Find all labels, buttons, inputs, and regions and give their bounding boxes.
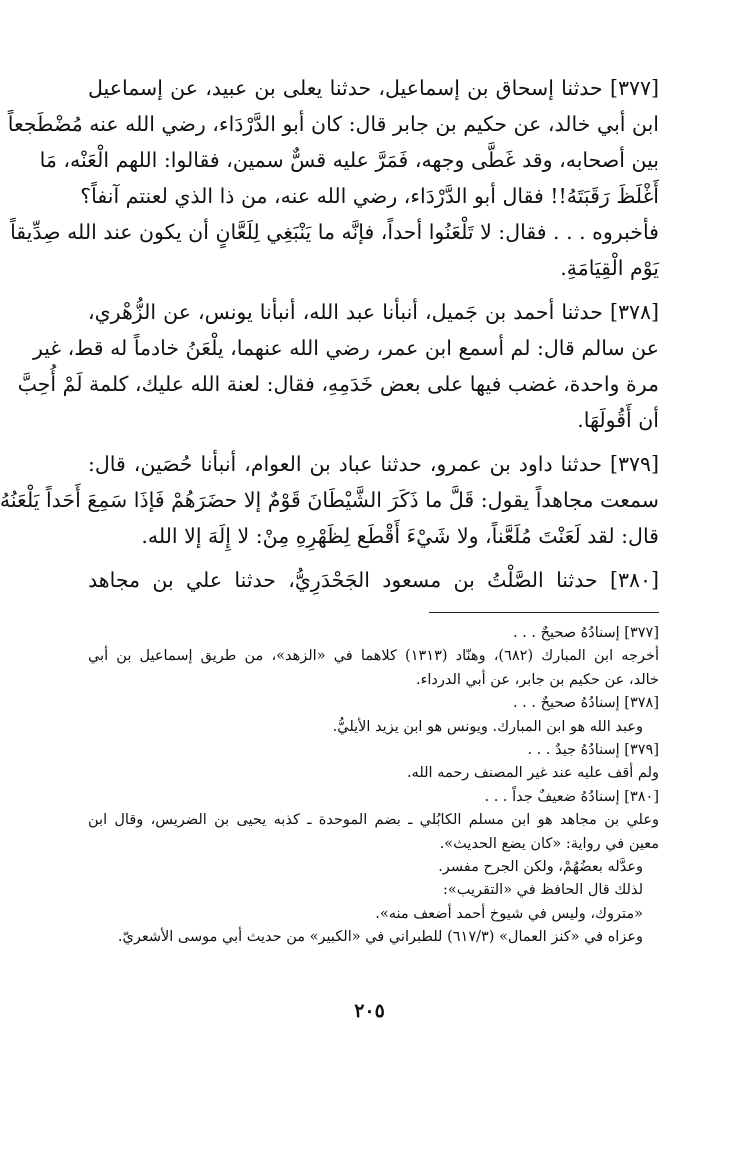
text-line: [٣٨٠] حدثنا الصَّلْتُ بن مسعود الجَحْدَرِيُّ، حدثنا علي بن مجاهد [88,568,659,592]
text-line: بين أصحابه، وقد غَطَّى وجهه، فَمَرَّ عليه قسٌّ سمين، فقالوا: اللهم الْعَنْه، مَا [39,148,659,172]
text-line: [٣٧٧] حدثنا إسحاق بن إسماعيل، حدثنا يعلى بن عبيد، عن إسماعيل [88,76,659,100]
footnote-line: وعلي بن مجاهد هو ابن مسلم الكابُلي ـ بضم الموحدة ـ كذبه يحيى بن الضريس، وقال ابن [88,812,659,829]
footnote-line: وعدَّله بعضُهُمْ، ولكن الجرح مفسر. [438,858,643,875]
hadith-379 [0,446,659,554]
footnote-line: وعزاه في «كنز العمال» (٦١٧/٣) للطبراني في «الكبير» من حديث أبي موسى الأشعريّ. [117,929,643,946]
text-line: ابن أبي خالد، عن حكيم بن جابر قال: كان أبو الدَّرْدَاء، رضي الله عنه مُضْطَجعاً [7,112,659,136]
footnote-heading-380: [٣٨٠] إسنادُهُ ضعيفٌ جداً . . . [484,788,659,805]
text-line: قال: لقد لَعَنْتَ مُلَعَّناً، ولا شَيْءَ أَقْطَع لِظَهْرِهِ مِنْ: لا إِلَهَ إلا الله. [141,524,659,548]
hadith-377 [7,70,659,286]
text-line: سمعت مجاهداً يقول: قَلَّ ما ذَكَرَ الشَّيْطَانَ قَوْمٌ إلا حضَرَهُمْ فَإذَا سَمِعَ أَحَداً يَلْعَنُهُ [0,488,659,512]
footnote-line: ولم أقف عليه عند غير المصنف رحمه الله. [406,765,659,782]
text-line: أَغْلَظَ رَقَبَتَهُ!! فقال أبو الدَّرْدَاء، رضي الله عنه، من ذا الذي لعنتم آنفاً؟ [80,184,659,208]
text-line: مرة واحدة، غضب فيها على بعض خَدَمِهِ، فقال: لعنة الله عليك، كلمة لَمْ أُحِبَّ [17,372,659,396]
footnote-line: وعبد الله هو ابن المبارك. ويونس هو ابن يزيد الأيليُّ. [332,718,643,735]
footnote-line: معين في رواية: «كان يضع الحديث». [439,835,659,852]
footnote-separator [429,612,659,613]
footnote-heading-378: [٣٧٨] إسنادُهُ صحيحٌ . . . [512,695,659,712]
footnote-heading-377: [٣٧٧] إسنادُهُ صحيحٌ . . . [512,625,659,641]
footnote-heading-379: [٣٧٩] إسنادُهُ جيدٌ . . . [527,741,659,758]
text-line: [٣٧٨] حدثنا أحمد بن جَميل، أنبأنا عبد الله، أنبأنا يونس، عن الزُّهْري، [88,300,659,324]
text-line: يَوْم الْقِيَامَةِ. [560,256,659,280]
page-number: ٢٠٥ [354,1000,385,1022]
footnote-line: خالد، عن حكيم بن جابر، عن أبي الدرداء. [415,671,659,688]
footnote-line: «متروك، وليس في شيوخ أحمد أضعف منه». [375,905,643,922]
main-text [0,70,659,606]
text-line: فأخبروه . . . فقال: لا تَلْعَنُوا أحداً، فإنَّه ما يَنْبَغِي لِلَعَّانٍ أن يكون عند الله صِدِّيقاً [10,220,659,244]
footnote-line: لذلك قال الحافظ في «التقريب»: [443,882,643,899]
text-line: [٣٧٩] حدثنا داود بن عمرو، حدثنا عباد بن العوام، أنبأنا حُصَين، قال: [88,452,659,476]
footnotes [88,622,659,949]
text-line: أن أَقُولَهَا. [577,408,659,432]
text-line: عن سالم قال: لم أسمع ابن عمر، رضي الله عنهما، يلْعَنُ خادماً له قط، غير [32,336,659,360]
hadith-380 [88,562,659,598]
footnote-line: أخرجه ابن المبارك (٦٨٢)، وهنّاد (١٣١٣) كلاهما في «الزهد»، من طريق إسماعيل بن أبي [88,648,659,665]
hadith-378 [17,294,659,438]
